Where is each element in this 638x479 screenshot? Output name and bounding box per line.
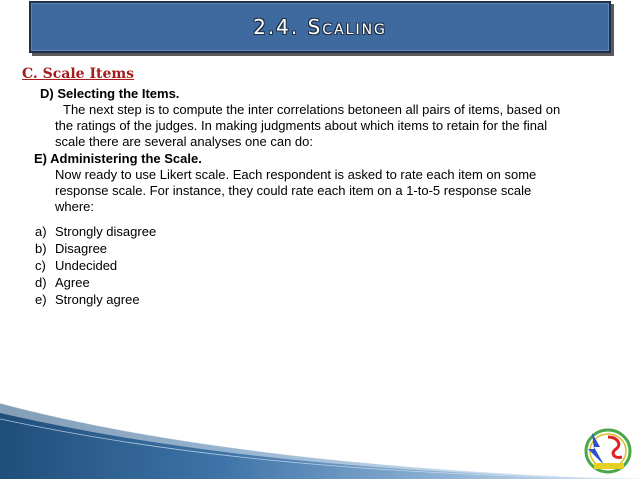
- option-marker: d): [35, 275, 47, 290]
- subsection-d-line-2: the ratings of the judges. In making judgments about which items to retain for the final: [55, 118, 548, 133]
- option-text: Disagree: [55, 241, 108, 256]
- option-marker: b): [35, 241, 47, 256]
- decorative-bottom-band: [0, 395, 638, 479]
- option-text: Agree: [55, 275, 90, 290]
- slide-title: 2.4. Scaling: [253, 15, 387, 39]
- subsection-d-line-1: The next step is to compute the inter correlations betoneen all pairs of items, based on: [63, 102, 561, 117]
- subsection-d-line-3: scale there are several analyses one can do:: [55, 134, 313, 149]
- option-text: Strongly agree: [55, 292, 140, 307]
- subsection-e-label: E) Administering the Scale.: [34, 151, 202, 166]
- option-text: Undecided: [55, 258, 118, 273]
- option-marker: e): [35, 292, 47, 307]
- option-marker: a): [35, 224, 47, 239]
- option-text: Strongly disagree: [55, 224, 157, 239]
- subsection-e-line-2: response scale. For instance, they could rate each item on a 1-to-5 response scale: [55, 183, 532, 198]
- subsection-e-line-3: where:: [55, 199, 95, 214]
- logo-icon: [578, 427, 632, 475]
- section-heading: C. Scale Items: [22, 66, 135, 82]
- title-bar: [29, 1, 611, 53]
- option-marker: c): [35, 258, 46, 273]
- subsection-e-line-1: Now ready to use Likert scale. Each respondent is asked to rate each item on some: [55, 167, 537, 182]
- subsection-d-label: D) Selecting the Items.: [40, 86, 180, 101]
